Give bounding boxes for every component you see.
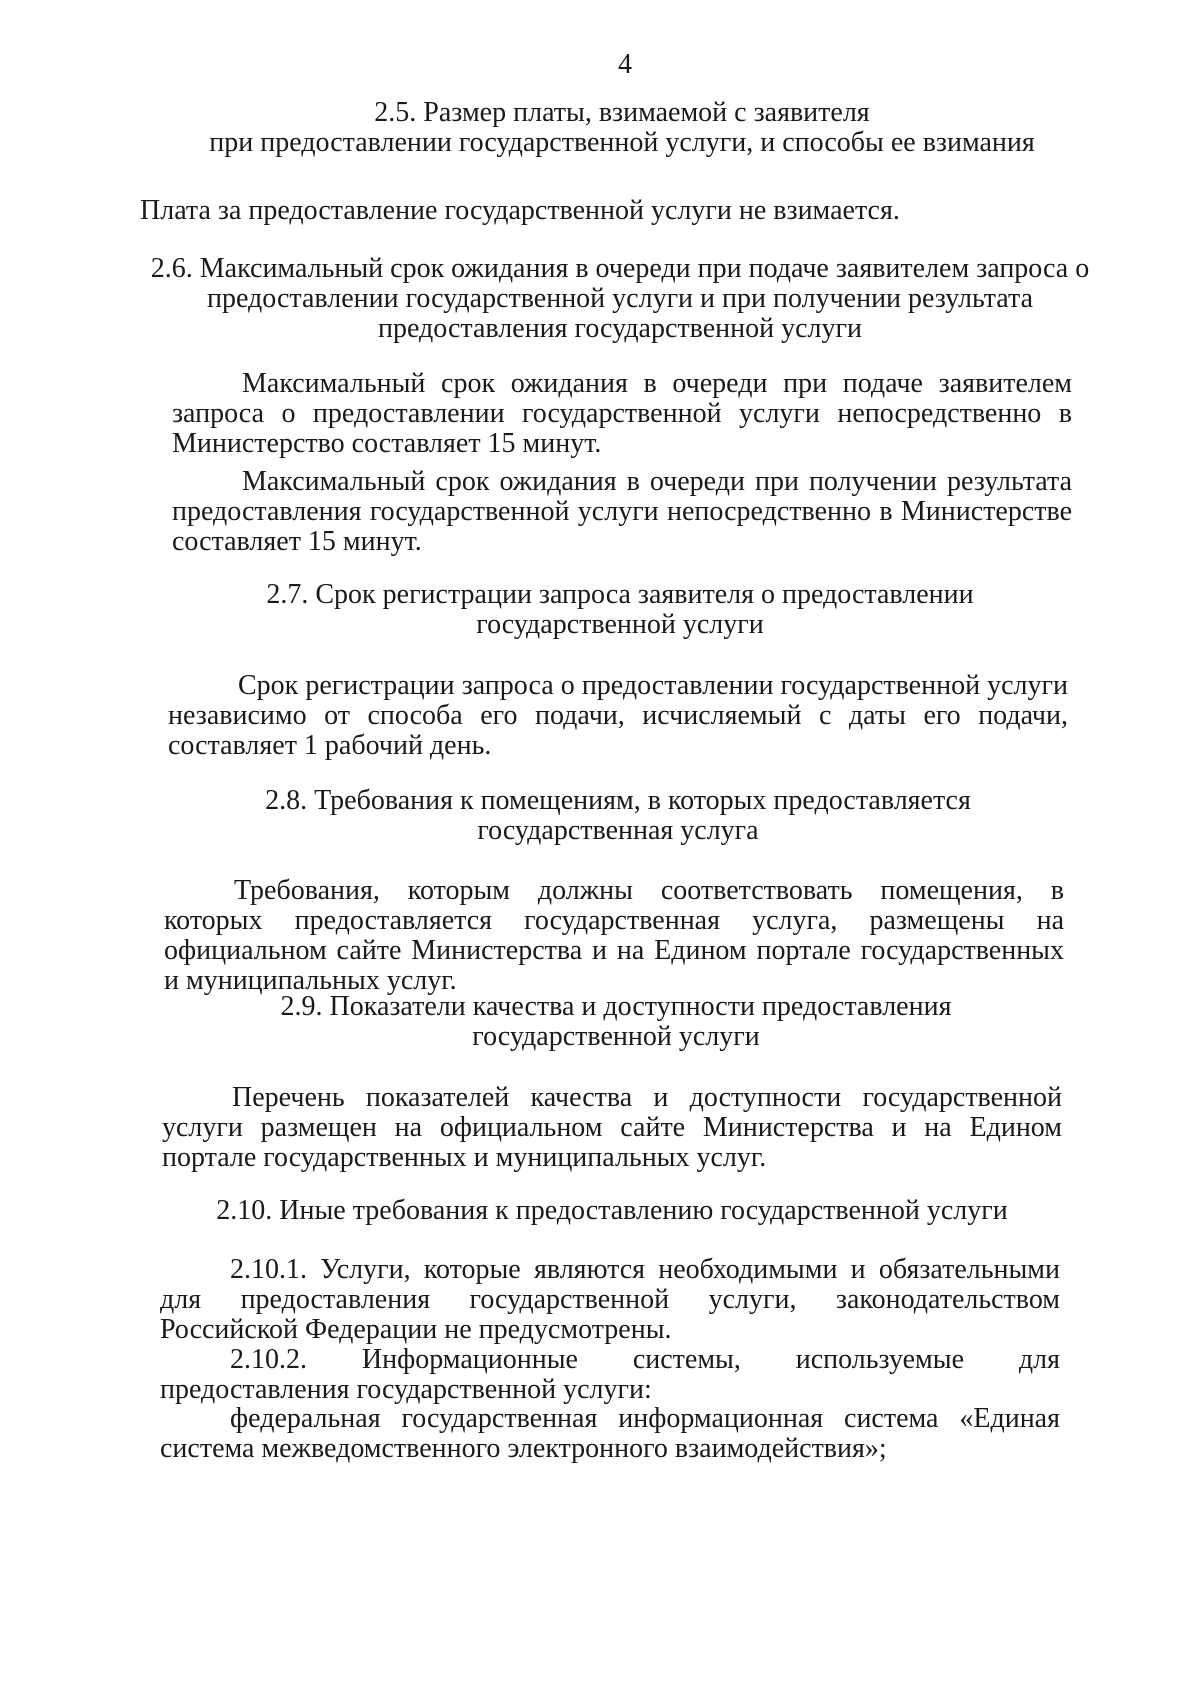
- section-2-8-heading: 2.8. Требования к помещениям, в которых предоставляется государственная услуга: [265, 785, 971, 846]
- section-2-10-paragraph-2: 2.10.2. Информационные системы, используемые для предоставления государственной услуги:: [160, 1344, 1060, 1405]
- section-2-9-text: Перечень показателей качества и доступности государственной услуги размещен на официальном сайте Министерства и на Едином портале государственных и муниципальных услуг.: [162, 1082, 1062, 1173]
- section-2-9-heading: 2.9. Показатели качества и доступности предоставления государственной услуги: [280, 991, 952, 1052]
- section-2-10-paragraph-1: 2.10.1. Услуги, которые являются необходимыми и обязательными для предоставления государственной услуги, законодательством Российской Федерации не предусмотрены.: [160, 1254, 1060, 1345]
- section-2-6-paragraph-1: Максимальный срок ожидания в очереди при подаче заявителем запроса о предоставлении государственной услуги непосредственно в Министерство составляет 15 минут.: [172, 368, 1072, 459]
- section-2-5-text: Плата за предоставление государственной услуги не взимается.: [140, 195, 900, 226]
- section-2-6-heading: 2.6. Максимальный срок ожидания в очереди при подаче заявителем запроса о предоставлении государственной услуги и при получении результата предоставления государственной услуги: [150, 253, 1090, 344]
- section-2-7-text: Срок регистрации запроса о предоставлении государственной услуги независимо от способа его подачи, исчисляемый с даты его подачи, составляет 1 рабочий день.: [168, 670, 1068, 761]
- section-2-7-heading: 2.7. Срок регистрации запроса заявителя о предоставлении государственной услуги: [266, 579, 974, 640]
- section-2-10-paragraph-3: федеральная государственная информационная система «Единая система межведомственного электронного взаимодействия»;: [160, 1403, 1060, 1464]
- page-number: 4: [618, 49, 632, 80]
- section-2-5-heading: 2.5. Размер платы, взимаемой с заявителя при предоставлении государственной услуги, и способы ее взимания: [209, 97, 1035, 158]
- section-2-10-heading: 2.10. Иные требования к предоставлению государственной услуги: [216, 1195, 1008, 1226]
- section-2-8-text: Требования, которым должны соответствовать помещения, в которых предоставляется государственная услуга, размещены на официальном сайте Министерства и на Едином портале государственных и муниципальных услуг.: [164, 875, 1064, 996]
- section-2-6-paragraph-2: Максимальный срок ожидания в очереди при получении результата предоставления государственной услуги непосредственно в Министерстве составляет 15 минут.: [172, 466, 1072, 557]
